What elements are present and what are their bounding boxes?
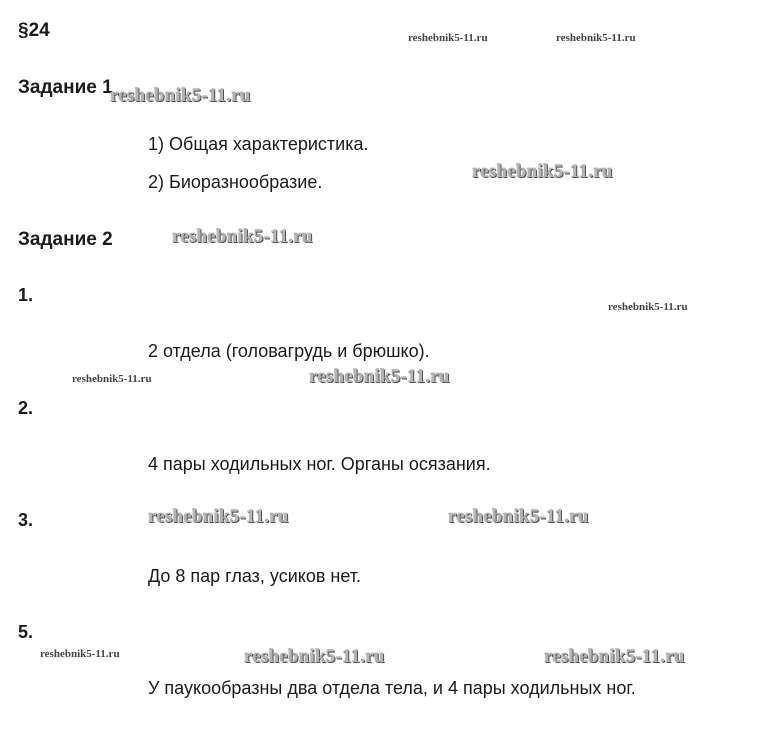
watermark: reshebnik5-11.ru xyxy=(148,506,289,527)
watermark: reshebnik5-11.ru xyxy=(544,646,685,667)
watermark: reshebnik5-11.ru xyxy=(309,366,450,387)
answer-text-1: 2 отдела (головагрудь и брюшко). xyxy=(148,341,430,361)
watermark: reshebnik5-11.ru xyxy=(472,161,613,182)
answer-text-2: 4 пары ходильных ног. Органы осязания. xyxy=(148,454,491,474)
task-1-heading: Задание 1 xyxy=(18,77,113,98)
answer-text-5: У паукообразны два отдела тела, и 4 пары ходильных ног. xyxy=(148,678,636,698)
answer-number-1: 1. xyxy=(18,285,34,305)
watermark: reshebnik5-11.ru xyxy=(608,301,688,313)
watermark: reshebnik5-11.ru xyxy=(244,646,385,667)
task-1-item-1: 1) Общая характеристика. xyxy=(148,134,369,154)
answer-number-2: 2. xyxy=(18,398,34,418)
watermark: reshebnik5-11.ru xyxy=(40,648,120,660)
answer-text-3: До 8 пар глаз, усиков нет. xyxy=(148,566,362,586)
watermark: reshebnik5-11.ru xyxy=(408,32,488,44)
task-2-heading: Задание 2 xyxy=(18,229,113,250)
answer-number-3: 3. xyxy=(18,510,34,530)
answer-number-5: 5. xyxy=(18,622,34,642)
task-1-item-2: 2) Биоразнообразие. xyxy=(148,172,323,192)
watermark: reshebnik5-11.ru xyxy=(110,85,251,106)
section-number: §24 xyxy=(18,20,50,41)
watermark: reshebnik5-11.ru xyxy=(556,32,636,44)
watermark: reshebnik5-11.ru xyxy=(72,373,152,385)
watermark: reshebnik5-11.ru xyxy=(172,226,313,247)
watermark: reshebnik5-11.ru xyxy=(448,506,589,527)
